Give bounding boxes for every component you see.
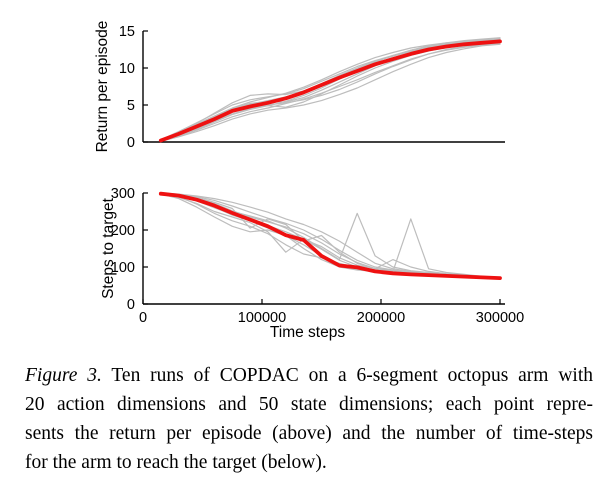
return-per-episode-chart [0, 0, 615, 170]
x-tick-label: 300000 [475, 310, 525, 326]
caption-line [25, 361, 593, 390]
caption-line: 20 action dimensions and 50 state dimensions; each point repre- [25, 394, 593, 415]
figure-caption [25, 361, 593, 477]
y-tick-label: 15 [118, 24, 135, 40]
y-tick-label: 0 [126, 297, 135, 313]
y-tick-label: 5 [126, 98, 135, 114]
y-tick-label: 100 [110, 260, 135, 276]
caption-line: for the arm to reach the target (below). [25, 452, 327, 473]
y-tick-label: 200 [110, 223, 135, 239]
run-line-run-9 [161, 41, 500, 141]
y-axis-label: Steps to target [100, 198, 117, 299]
steps-to-target-chart [0, 170, 615, 345]
y-tick-label: 10 [118, 61, 135, 77]
x-tick-label: 0 [138, 310, 148, 326]
caption-line: sents the return per episode (above) and the number of time-steps [25, 423, 593, 444]
y-tick-label: 0 [126, 135, 135, 151]
x-axis-label: Time steps [269, 324, 346, 341]
caption-text: Ten runs of COPDAC on a 6-segment octopus arm with [111, 365, 593, 386]
x-tick-label: 200000 [356, 310, 406, 326]
caption-label: Figure 3. [25, 365, 102, 386]
run-line-run-4 [161, 42, 500, 140]
y-axis-label: Return per episode [94, 20, 111, 153]
x-tick-label: 100000 [237, 310, 287, 326]
mean-line [161, 41, 500, 140]
y-tick-label: 300 [110, 186, 135, 202]
